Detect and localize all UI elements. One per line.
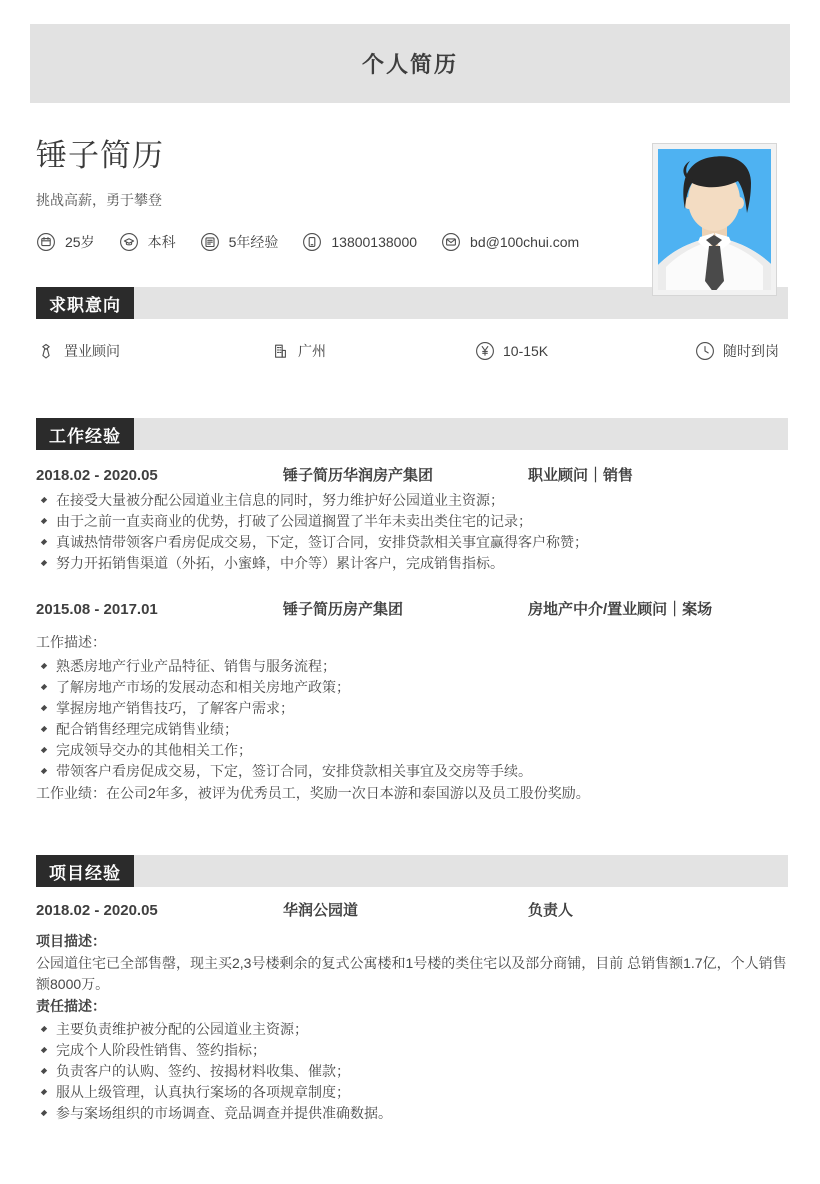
education-label: 本科 (147, 234, 176, 250)
age-label: 25岁 (65, 234, 95, 250)
clock-icon (695, 341, 715, 361)
work-entry-2-desc-label: 工作描述： (36, 634, 106, 650)
intent-availability-label: 随时到岗 (723, 343, 779, 359)
phone-label: 13800138000 (331, 234, 418, 250)
info-email (441, 232, 579, 252)
list-item: 带领客户看房促成交易，下定，签订合同，安排贷款相关事宜及交房等手续。 (36, 761, 792, 782)
list-item: 由于之前一直卖商业的优势，打破了公园道搁置了半年未卖出类住宅的记录； (36, 511, 792, 532)
building-icon (270, 341, 290, 361)
avatar-illustration (652, 143, 777, 296)
section-work-title-box (36, 418, 134, 450)
resume-title-band (30, 24, 790, 103)
project-resp-label: 责任描述： (36, 998, 106, 1014)
list-item: 负责客户的认购、签约、按揭材料收集、催款； (36, 1061, 792, 1082)
section-project (36, 855, 788, 887)
phone-icon (302, 232, 322, 252)
list-item: 掌握房地产销售技巧，了解客户需求； (36, 698, 792, 719)
list-item: 真诚热情带领客户看房促成交易，下定，签订合同，安排贷款相关事宜赢得客户称赞； (36, 532, 792, 553)
intent-position-label: 置业顾问 (64, 343, 120, 359)
project-entry-name: 华润公园道 (283, 902, 359, 919)
section-intention-title: 求职意向 (49, 295, 121, 315)
list-item: 熟悉房地产行业产品特征、销售与服务流程； (36, 656, 792, 677)
experience-label: 5年经验 (228, 234, 279, 250)
section-intention-title-box (36, 287, 134, 319)
work-entry-1-header (0, 468, 820, 484)
intent-availability (695, 341, 784, 361)
avatar (652, 143, 777, 296)
list-item: 了解房地产市场的发展动态和相关房地产政策； (36, 677, 792, 698)
intent-salary-label: 10-15K (503, 343, 549, 359)
intent-position (36, 341, 270, 361)
section-project-title: 项目经验 (49, 863, 121, 883)
project-entry-header (0, 903, 820, 919)
list-item: 参与案场组织的市场调查、竞品调查并提供准确数据。 (36, 1103, 792, 1124)
work-entry-1-role: 职业顾问｜销售 (528, 467, 634, 484)
salary-icon (475, 341, 495, 361)
candidate-tagline: 挑战高薪，勇于攀登 (36, 192, 162, 208)
intention-row (0, 341, 820, 361)
work-entry-2-bullets (0, 656, 820, 782)
list-item: 完成领导交办的其他相关工作； (36, 740, 792, 761)
list-item: 在接受大量被分配公园道业主信息的同时，努力维护好公园道业主资源； (36, 490, 792, 511)
work-entry-2-period: 2015.08 - 2017.01 (36, 601, 158, 618)
email-label: bd@100chui.com (470, 234, 580, 250)
page-title: 个人简历 (361, 52, 458, 77)
info-age (36, 232, 95, 252)
project-desc-label: 项目描述： (36, 933, 106, 949)
list-item: 完成个人阶段性销售、签约指标； (36, 1040, 792, 1061)
tie-icon (36, 341, 56, 361)
info-phone (302, 232, 417, 252)
project-bullets (0, 1019, 820, 1124)
calendar-icon (36, 232, 56, 252)
graduation-icon (119, 232, 139, 252)
intent-city-label: 广州 (298, 343, 326, 359)
list-item: 配合销售经理完成销售业绩； (36, 719, 792, 740)
project-entry-period: 2018.02 - 2020.05 (36, 902, 158, 919)
work-entry-1-period: 2018.02 - 2020.05 (36, 467, 158, 484)
list-item: 主要负责维护被分配的公园道业主资源； (36, 1019, 792, 1040)
intent-city (270, 341, 475, 361)
list-item: 努力开拓销售渠道（外拓，小蜜蜂，中介等）累计客户，完成销售指标。 (36, 553, 792, 574)
experience-icon (200, 232, 220, 252)
work-entry-2-header (0, 602, 820, 618)
info-education (119, 232, 176, 252)
work-entry-2-achievement: 工作业绩：在公司2年多，被评为优秀员工，奖励一次日本游和泰国游以及员工股份奖励。 (36, 785, 590, 801)
list-item: 服从上级管理，认真执行案场的各项规章制度； (36, 1082, 792, 1103)
project-entry-role: 负责人 (528, 902, 574, 919)
section-work (36, 418, 788, 450)
info-experience (200, 232, 279, 252)
project-desc: 公园道住宅已全部售罄，现主买2,3号楼剩余的复式公寓楼和1号楼的类住宅以及部分商铺，目前 总销售额1.7亿，个人销售额8000万。 (36, 955, 787, 992)
intent-salary (475, 341, 695, 361)
section-work-title: 工作经验 (49, 426, 121, 446)
work-entry-1-bullets (0, 490, 820, 574)
candidate-name: 锤子简历 (36, 138, 164, 173)
work-entry-1-company: 锤子简历华润房产集团 (283, 467, 434, 484)
section-project-title-box (36, 855, 134, 887)
work-entry-2-role: 房地产中介/置业顾问｜案场 (528, 601, 713, 618)
work-entry-2-company: 锤子简历房产集团 (283, 601, 404, 618)
email-icon (441, 232, 461, 252)
